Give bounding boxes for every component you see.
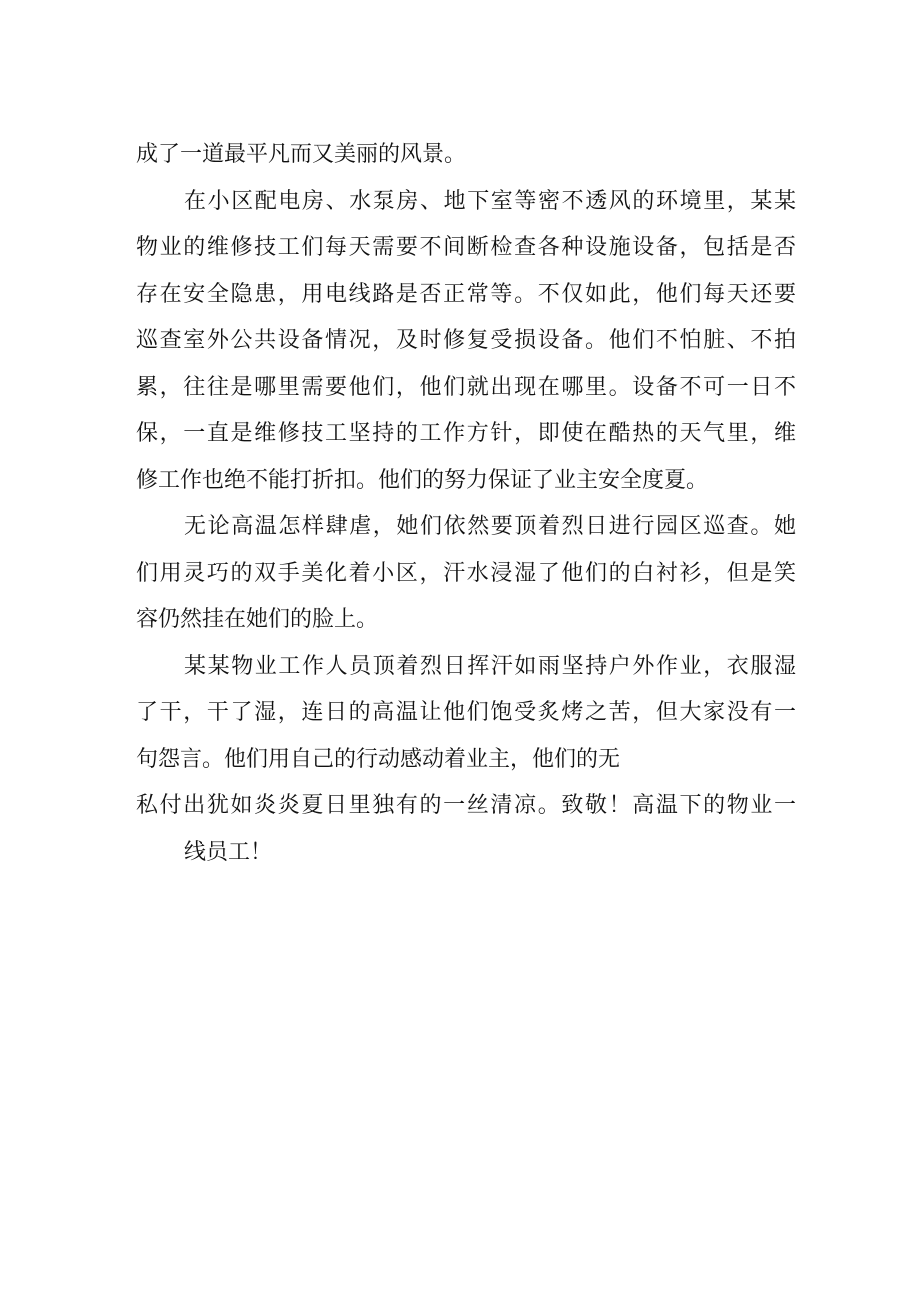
text-line: 保，一直是维修技工坚持的工作方针，即使在酷热的天气里，维 [136, 421, 796, 446]
text-line: 存在安全隐患，用电线路是否正常等。不仅如此，他们每天还要 [136, 281, 796, 307]
text-line: 线员工！ [184, 839, 273, 865]
text-line: 容仍然挂在她们的脸上。 [136, 607, 379, 632]
text-line: 累，往往是哪里需要他们，他们就出现在哪里。设备不可一日不 [136, 374, 796, 400]
text-line: 成了一道最平凡而又美丽的风景。 [136, 142, 467, 167]
article-body [136, 132, 796, 876]
text-line: 了干，干了湿，连日的高温让他们饱受炙烤之苦，但大家没有一 [136, 700, 796, 725]
text-line: 某某物业工作人员顶着烈日挥汗如雨坚持户外作业，衣服湿 [184, 653, 796, 679]
text-line: 巡查室外公共设备情况，及时修复受损设备。他们不怕脏、不拍 [136, 328, 796, 353]
text-line: 无论高温怎样肆虐，她们依然要顶着烈日进行园区巡查。她 [184, 514, 796, 539]
text-line: 句怨言。他们用自己的行动感动着业主，他们的无 [136, 746, 621, 772]
text-line: 们用灵巧的双手美化着小区，汗水浸湿了他们的白衬衫，但是笑 [136, 560, 796, 586]
text-line: 私付出犹如炎炎夏日里独有的一丝清凉。致敬！高温下的物业一 [136, 793, 796, 818]
text-line: 在小区配电房、水泵房、地下室等密不透风的环境里，某某 [184, 188, 796, 214]
text-line: 修工作也绝不能打折扣。他们的努力保证了业主安全度夏。 [136, 467, 709, 493]
text-line: 物业的维修技工们每天需要不间断检查各种设施设备，包括是否 [136, 235, 796, 260]
